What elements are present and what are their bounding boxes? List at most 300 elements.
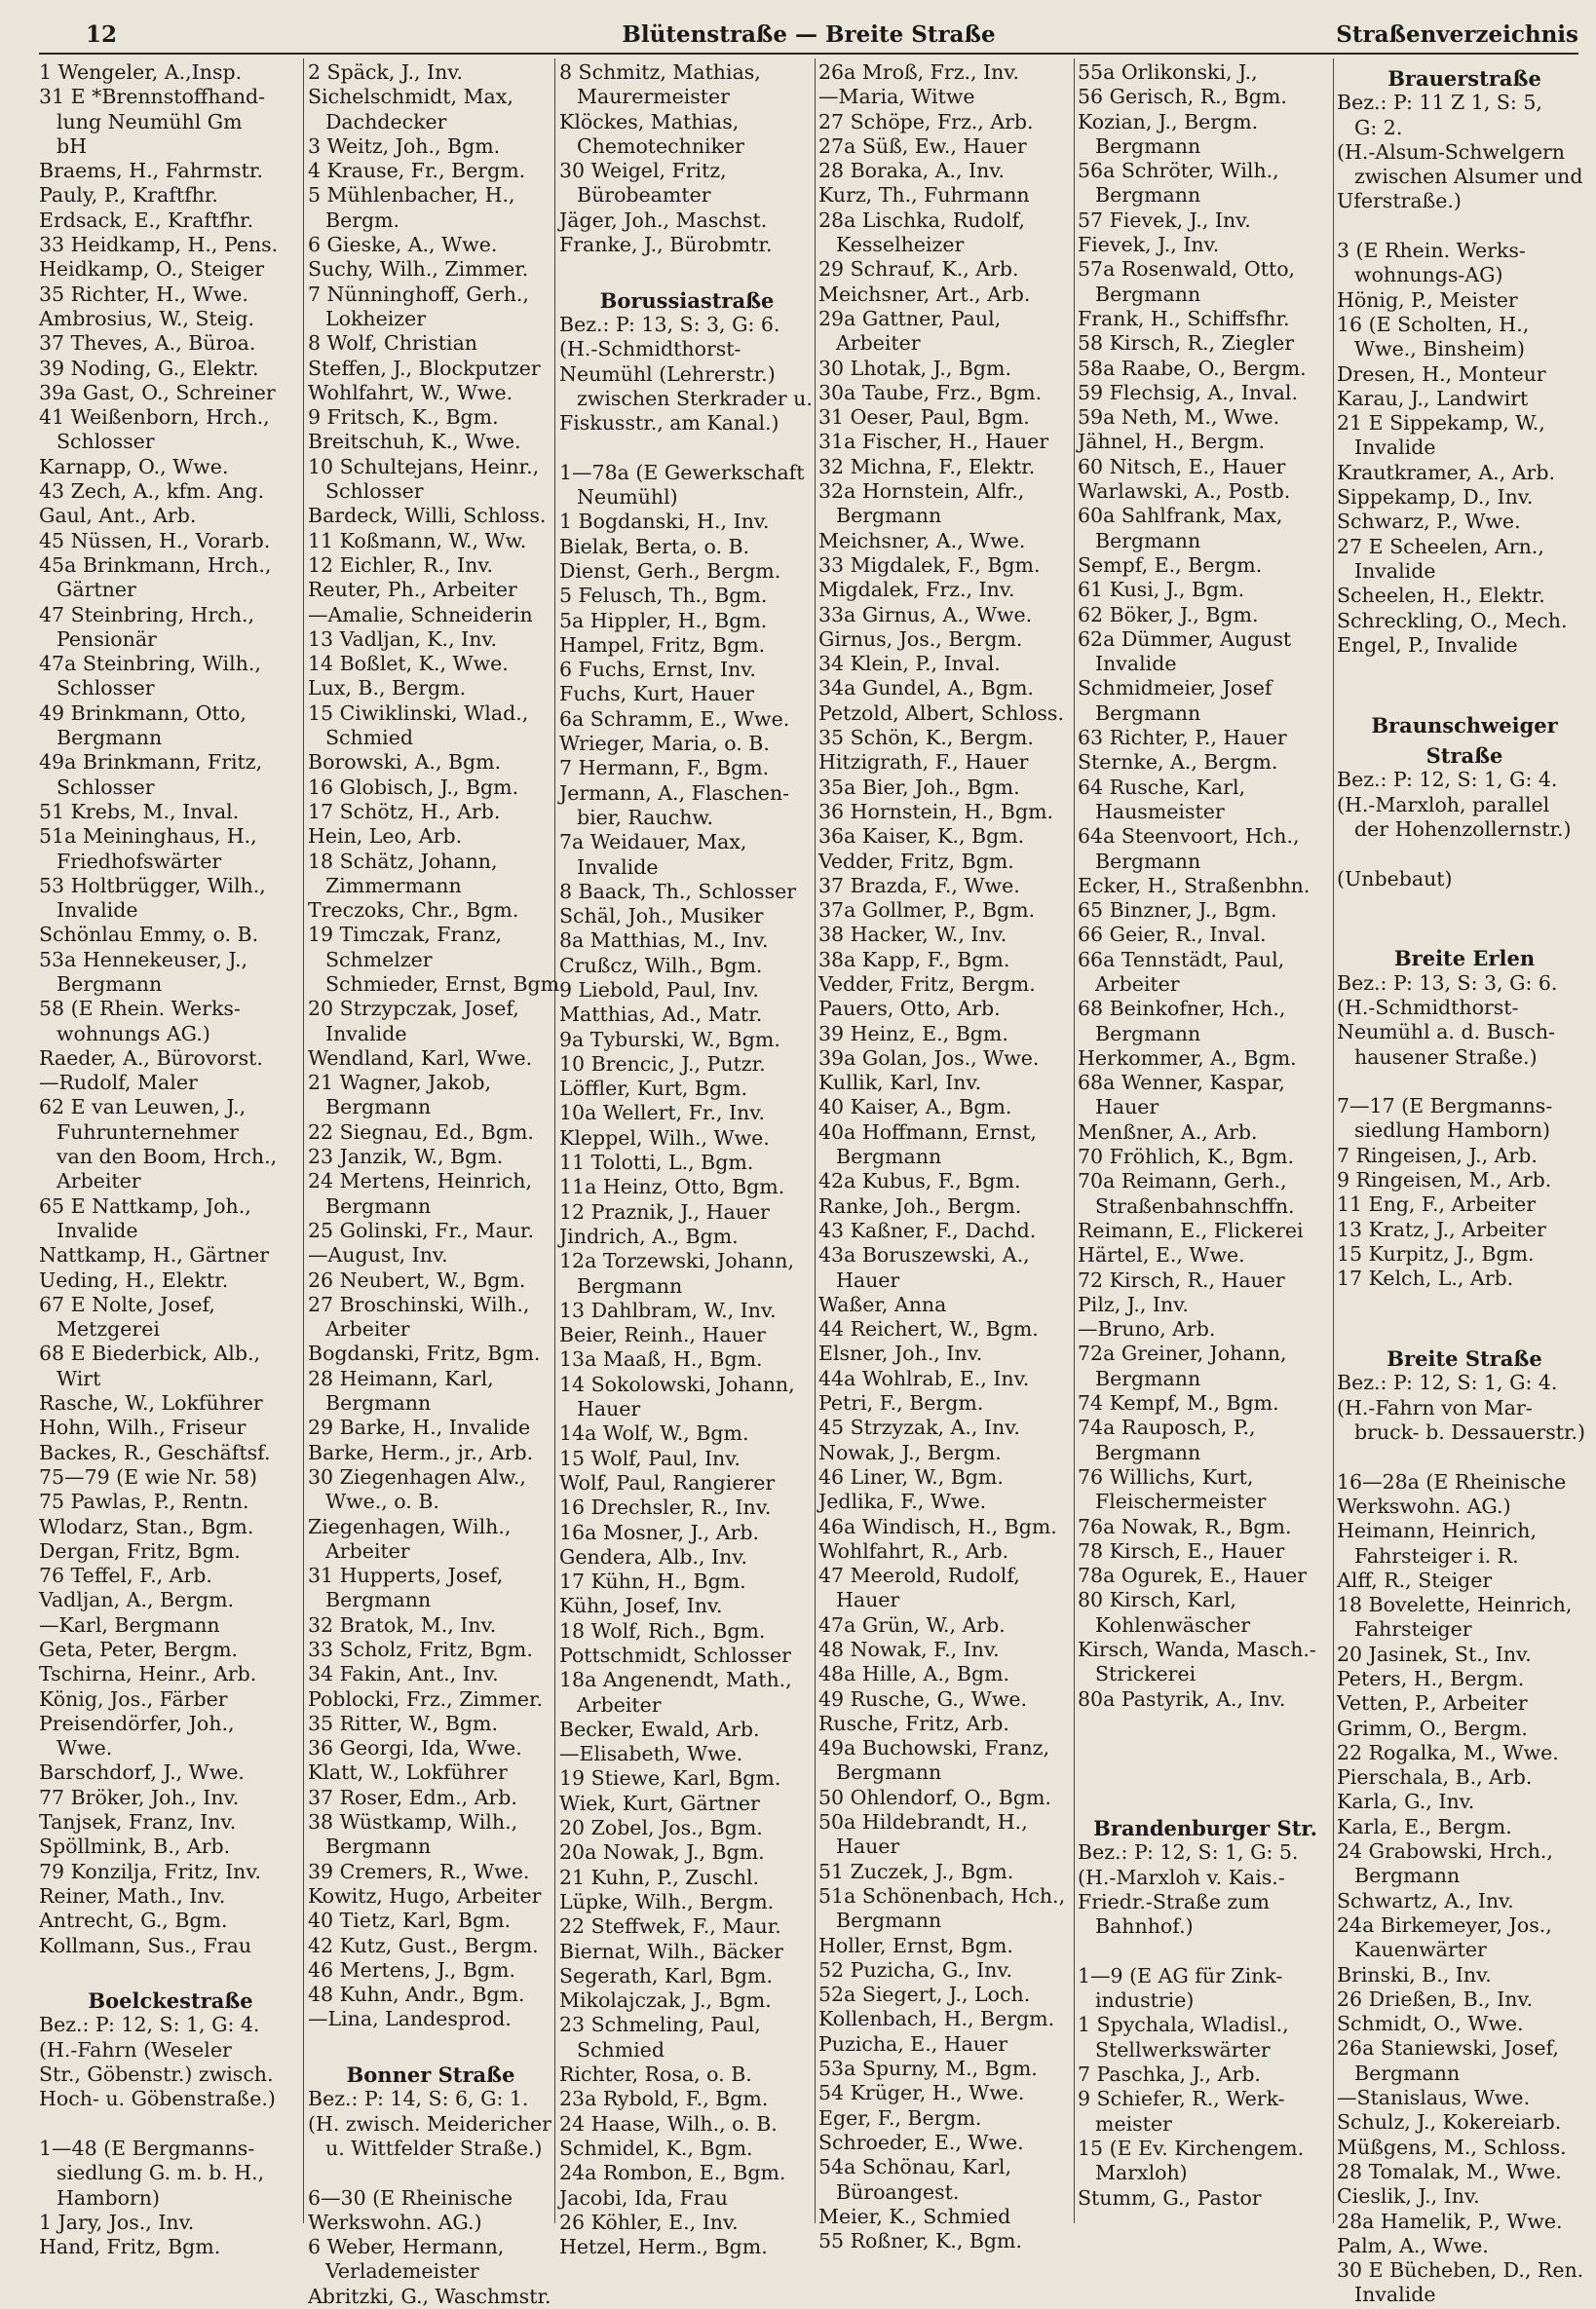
directory-entry: Braems, H., Fahrmstr. — [39, 159, 263, 183]
directory-entry: Schäl, Joh., Musiker — [559, 904, 764, 928]
directory-entry: 29a Gattner, Paul, — [818, 306, 1002, 330]
directory-entry: 36 Hornstein, H., Bgm. — [818, 799, 1054, 823]
street-heading: Bonner Straße — [346, 2063, 515, 2088]
directory-entry — [1337, 1316, 1592, 1341]
directory-entry: 75 Pawlas, P., Rentn. — [39, 1490, 249, 1514]
directory-entry: Hauer — [1095, 1095, 1159, 1119]
directory-entry: (H.-Fahrn von Mar- — [1337, 1395, 1533, 1419]
directory-entry: 37 Brazda, F., Wwe. — [818, 873, 1020, 897]
directory-entry: Kohlenwäscher — [1095, 1612, 1251, 1637]
directory-entry: Arbeiter — [577, 1692, 662, 1717]
directory-entry: 33 Scholz, Fritz, Bgm. — [308, 1638, 533, 1661]
directory-entry: Engel, P., Invalide — [1337, 632, 1518, 657]
directory-column-1 — [39, 60, 302, 2259]
directory-entry: Puzicha, E., Hauer — [818, 2031, 1008, 2056]
directory-entry: Bergmann — [57, 726, 163, 750]
directory-entry: Steffen, J., Blockputzer — [308, 356, 541, 380]
directory-entry: 1 Jary, Jos., Inv. — [39, 2210, 195, 2234]
directory-entry: Matthias, Ad., Matr. — [559, 1003, 763, 1027]
directory-entry: Hauer — [836, 1268, 900, 1292]
directory-entry: Schmied — [325, 726, 413, 750]
directory-entry: 3 (E Rhein. Werks- — [1337, 239, 1526, 263]
directory-entry: Bergmann — [325, 1193, 432, 1218]
directory-entry: 21 Kuhn, P., Zuschl. — [559, 1865, 760, 1889]
directory-entry: 66 Geier, R., Inval. — [1078, 923, 1267, 947]
directory-entry: 33 Heidkamp, H., Pens. — [39, 233, 279, 257]
directory-entry: Müßgens, M., Schloss. — [1337, 2135, 1567, 2159]
directory-entry: 12 Eichler, R., Inv. — [308, 552, 494, 577]
directory-entry: der Hohenzollernstr.) — [1354, 816, 1572, 841]
directory-entry: —Elisabeth, Wwe. — [559, 1742, 743, 1766]
directory-entry: Wrieger, Maria, o. B. — [559, 732, 770, 756]
directory-entry: 9 Ringeisen, M., Arb. — [1337, 1168, 1552, 1192]
directory-entry: Bergmann — [836, 504, 942, 528]
directory-entry: 72a Greiner, Johann, — [1078, 1342, 1287, 1366]
directory-entry: 77 Bröker, Joh., Inv. — [39, 1785, 240, 1809]
directory-entry: Holler, Ernst, Bgm. — [818, 1933, 1013, 1957]
directory-entry: Marxloh) — [1095, 2161, 1188, 2185]
street-heading: Breite Straße — [1387, 1346, 1542, 1372]
directory-entry: Hand, Fritz, Bgm. — [39, 2235, 221, 2259]
directory-entry: Arbeiter — [325, 1538, 410, 1563]
directory-entry: Kirsch, Wanda, Masch.- — [1078, 1638, 1316, 1661]
directory-entry: 27 Schöpe, Frz., Arb. — [818, 109, 1034, 133]
directory-entry: (H.-Schmidthorst- — [559, 337, 741, 361]
directory-entry: 44 Reichert, W., Bgm. — [818, 1317, 1039, 1342]
directory-entry: 13 Vadljan, K., Inv. — [308, 626, 498, 651]
street-heading: Brauerstraße — [1387, 66, 1541, 91]
directory-entry: Bergmann — [1095, 528, 1201, 552]
directory-entry: Schmidt, O., Wwe. — [1337, 2012, 1524, 2036]
directory-entry: 29 Barke, H., Invalide — [308, 1416, 531, 1440]
directory-entry: Verlademeister — [325, 2259, 479, 2284]
directory-entry: Hauer — [836, 1835, 900, 1859]
directory-entry: 10 Schultejans, Heinr., — [308, 454, 540, 478]
directory-entry: 17 Kelch, L., Arb. — [1337, 1267, 1514, 1291]
directory-entry: 17 Schötz, H., Arb. — [308, 799, 501, 823]
directory-entry: 16a Mosner, J., Arb. — [559, 1520, 760, 1544]
directory-entry: 34a Gundel, A., Bgm. — [818, 676, 1034, 700]
directory-entry: 26 Neubert, W., Bgm. — [308, 1268, 526, 1292]
directory-entry: Segerath, Karl, Bgm. — [559, 1963, 773, 1987]
directory-entry: 72 Kirsch, R., Hauer — [1078, 1268, 1285, 1292]
directory-entry: 5 Mühlenbacher, H., — [308, 183, 515, 208]
directory-entry: 9 Fritsch, K., Bgm. — [308, 405, 499, 430]
directory-entry: Tanjsek, Franz, Inv. — [39, 1810, 237, 1835]
directory-entry: Wolf, Paul, Rangierer — [559, 1470, 776, 1495]
directory-entry: Crußcz, Wilh., Bgm. — [559, 953, 763, 977]
directory-entry: Stellwerkswärter — [1095, 2037, 1271, 2062]
directory-entry: Geta, Peter, Bergm. — [39, 1638, 239, 1661]
directory-entry: 47 Meerold, Rudolf, — [818, 1564, 1020, 1588]
directory-entry: Jacobi, Ida, Frau — [559, 2185, 728, 2210]
directory-entry: Waßer, Anna — [818, 1292, 947, 1316]
directory-entry: (H.-Marxloh v. Kais.- — [1078, 1865, 1285, 1889]
directory-entry: 31 Oeser, Paul, Bgm. — [818, 405, 1030, 430]
directory-entry: Spöllmink, B., Arb. — [39, 1835, 231, 1859]
directory-entry: 62a Dümmer, August — [1078, 626, 1292, 651]
directory-entry: Arbeiter — [1095, 971, 1180, 996]
directory-entry: Nowak, J., Bergm. — [818, 1440, 1002, 1464]
directory-entry: Dresen, H., Monteur — [1337, 361, 1546, 386]
directory-entry: Löffler, Kurt, Bgm. — [559, 1077, 748, 1101]
directory-entry: 36a Kaiser, K., Bgm. — [818, 824, 1025, 849]
directory-entry: 21 E Sippekamp, W., — [1337, 411, 1545, 435]
directory-entry: Fleischermeister — [1095, 1490, 1267, 1514]
directory-entry: Abritzki, G., Waschmstr. — [308, 2284, 551, 2308]
directory-entry: 15 (E Ev. Kirchengem. — [1078, 2136, 1305, 2160]
directory-entry: —Stanislaus, Wwe. — [1337, 2086, 1531, 2110]
directory-entry: Migdalek, Frz., Inv. — [818, 578, 1015, 602]
directory-entry: (H.-Alsum-Schwelgern — [1337, 139, 1565, 164]
directory-entry: 76 Willichs, Kurt, — [1078, 1464, 1254, 1489]
directory-entry: Lux, B., Bergm. — [308, 676, 467, 700]
directory-entry: 80a Pastyrik, A., Inv. — [1078, 1686, 1286, 1711]
directory-entry: Schwarz, P., Wwe. — [1337, 510, 1521, 534]
directory-entry: Pilz, J., Inv. — [1078, 1292, 1189, 1316]
directory-entry: 20a Nowak, J., Bgm. — [559, 1840, 765, 1865]
directory-entry — [1337, 682, 1592, 706]
directory-entry: 39 Noding, G., Elektr. — [39, 356, 259, 380]
directory-column-3 — [559, 60, 815, 2259]
directory-entry: 23 Janzik, W., Bgm. — [308, 1145, 504, 1169]
directory-entry: 23 Schmeling, Paul, — [559, 2013, 761, 2037]
directory-entry: 12 Praznik, J., Hauer — [559, 1199, 770, 1224]
directory-entry: 51 Krebs, M., Inval. — [39, 799, 240, 823]
directory-entry: 39 Heinz, E., Bgm. — [818, 1021, 1008, 1045]
directory-entry: 52a Siegert, J., Loch. — [818, 1983, 1031, 2007]
directory-entry: 66a Tennstädt, Paul, — [1078, 947, 1285, 971]
directory-entry: 45 Strzyzak, A., Inv. — [818, 1416, 1020, 1440]
directory-entry: Str., Göbenstr.) zwisch. — [39, 2063, 274, 2087]
directory-entry: Jähnel, H., Bergm. — [1078, 430, 1266, 454]
directory-entry: 41 Weißenborn, Hrch., — [39, 405, 270, 430]
directory-entry: 31 Hupperts, Josef, — [308, 1564, 504, 1588]
directory-entry: Bergmann — [1095, 183, 1201, 208]
street-heading: Borussiastraße — [599, 287, 775, 313]
directory-entry: Sternke, A., Bergm. — [1078, 750, 1278, 775]
directory-column-4 — [818, 60, 1074, 2253]
directory-entry: Neumühl a. d. Busch- — [1337, 1020, 1555, 1044]
directory-entry: 58 Kirsch, R., Ziegler — [1078, 331, 1295, 356]
directory-entry: Sempf, E., Bergm. — [1078, 552, 1263, 577]
directory-entry: 9 Schiefer, R., Werk- — [1078, 2087, 1285, 2111]
directory-entry: Bergmann — [1095, 1021, 1201, 1045]
directory-entry: van den Boom, Hrch., — [57, 1145, 278, 1169]
directory-entry: Bergmann — [1095, 700, 1201, 725]
directory-entry: 22 Steffwek, F., Maur. — [559, 1914, 781, 1939]
directory-entry: 48a Hille, A., Bgm. — [818, 1662, 1010, 1686]
directory-entry: 18 Wolf, Rich., Bgm. — [559, 1618, 766, 1643]
directory-entry: 27 Broschinski, Wilh., — [308, 1292, 530, 1316]
directory-entry: 6 Fuchs, Ernst, Inv. — [559, 658, 756, 682]
directory-entry: 36 Georgi, Ida, Wwe. — [308, 1736, 522, 1760]
directory-entry: Invalide — [1095, 652, 1177, 676]
directory-entry: siedlung Hamborn) — [1354, 1118, 1550, 1143]
directory-entry: Bez.: P: 13, S: 3, G: 6. — [559, 312, 780, 336]
directory-entry: Biernat, Wilh., Bäcker — [559, 1939, 783, 1963]
directory-entry: 11 Tolotti, L., Bgm. — [559, 1151, 754, 1175]
directory-entry: 37 Roser, Edm., Arb. — [308, 1785, 517, 1809]
directory-entry: 13 Kratz, J., Arbeiter — [1337, 1217, 1546, 1241]
directory-entry: 1—48 (E Bergmanns- — [39, 2136, 255, 2160]
directory-entry: zwischen Sterkrader u. — [577, 386, 813, 410]
directory-entry: Härtel, E., Wwe. — [1078, 1243, 1245, 1268]
directory-entry: 3 Weitz, Joh., Bgm. — [308, 133, 501, 158]
directory-entry: Brinski, B., Inv. — [1337, 1962, 1492, 1987]
directory-entry: Pensionär — [57, 626, 157, 651]
directory-entry: 68a Wenner, Kaspar, — [1078, 1071, 1285, 1095]
directory-entry: Preisendörfer, Joh., — [39, 1711, 235, 1735]
directory-entry: 48 Kuhn, Andr., Bgm. — [308, 1983, 525, 2007]
directory-entry: 68 E Biederbick, Alb., — [39, 1342, 261, 1366]
directory-entry: Elsner, Joh., Inv. — [818, 1342, 983, 1366]
directory-entry: 57a Rosenwald, Otto, — [1078, 257, 1296, 282]
directory-entry: —August, Inv. — [308, 1243, 448, 1268]
directory-entry: Invalide — [57, 898, 138, 923]
column-divider — [1333, 58, 1334, 2223]
directory-entry — [1337, 891, 1592, 916]
street-heading: Boelckestraße — [88, 1988, 253, 2014]
directory-entry: Bez.: P: 11 Z 1, S: 5, — [1337, 91, 1542, 115]
directory-column-2 — [308, 60, 566, 2308]
directory-entry: 8 Baack, Th., Schlosser — [559, 879, 797, 903]
directory-entry: Arbeiter — [325, 1317, 410, 1342]
directory-entry: Klatt, W., Lokführer — [308, 1760, 508, 1785]
directory-entry: Hoch- u. Göbenstraße.) — [39, 2087, 276, 2111]
directory-entry: 2 Späck, J., Inv. — [308, 60, 464, 84]
directory-entry: Bergmann — [325, 1391, 432, 1416]
directory-entry: Barschdorf, J., Wwe. — [39, 1760, 245, 1785]
directory-entry: Schmidmeier, Josef — [1078, 676, 1273, 700]
directory-entry: Schwartz, A., Inv. — [1337, 1888, 1514, 1912]
page-number: 12 — [86, 21, 118, 48]
directory-entry: Bergmann — [1354, 1864, 1461, 1888]
directory-entry: zwischen Alsumer und — [1354, 165, 1583, 189]
directory-entry — [1337, 658, 1592, 682]
directory-entry: —Amalie, Schneiderin — [308, 602, 533, 626]
street-heading: Straße — [1425, 743, 1503, 769]
directory-entry: 70 Fröhlich, K., Bgm. — [1078, 1145, 1295, 1169]
directory-entry: —Karl, Bergmann — [39, 1612, 220, 1637]
directory-entry: 64 Rusche, Karl, — [1078, 775, 1246, 799]
directory-entry — [559, 257, 815, 282]
directory-entry: Hohn, Wilh., Friseur — [39, 1416, 247, 1440]
directory-entry: Invalide — [325, 1021, 407, 1045]
directory-entry: Arbeiter — [57, 1169, 141, 1193]
directory-entry: Vetten, P., Arbeiter — [1337, 1691, 1528, 1716]
directory-entry: Bergmann — [325, 1835, 432, 1859]
directory-entry: 1 Wengeler, A.,Insp. — [39, 60, 243, 84]
directory-entry: 45a Brinkmann, Hrch., — [39, 552, 272, 577]
directory-entry: Wendland, Karl, Wwe. — [308, 1045, 533, 1070]
directory-entry: —Bruno, Arb. — [1078, 1317, 1216, 1342]
directory-entry: Invalide — [57, 1218, 138, 1242]
directory-entry: 28 Boraka, A., Inv. — [818, 159, 1006, 183]
directory-entry: Alff, R., Steiger — [1337, 1568, 1493, 1592]
directory-entry: Bergm. — [325, 208, 400, 232]
directory-entry: Pottschmidt, Schlosser — [559, 1644, 791, 1667]
directory-entry: 9 Liebold, Paul, Inv. — [559, 977, 759, 1002]
directory-entry: Schmied — [577, 2037, 665, 2062]
directory-entry: 43 Zech, A., kfm. Ang. — [39, 479, 265, 504]
directory-entry: Gendera, Alb., Inv. — [559, 1544, 748, 1569]
directory-entry: 22 Rogalka, M., Wwe. — [1337, 1740, 1559, 1764]
directory-entry: 49 Brinkmann, Otto, — [39, 700, 247, 725]
directory-entry: Bergmann — [1095, 1366, 1201, 1390]
directory-entry: Rusche, Fritz, Arb. — [818, 1711, 1009, 1735]
directory-entry: Neumühl) — [577, 485, 678, 510]
directory-entry: 32 Bratok, M., Inv. — [308, 1612, 497, 1637]
directory-entry: Sippekamp, D., Inv. — [1337, 485, 1534, 510]
directory-entry: Backes, R., Geschäftsf. — [39, 1440, 271, 1464]
street-range-title: Blütenstraße — Breite Straße — [622, 21, 996, 48]
directory-entry: 65 E Nattkamp, Joh., — [39, 1193, 251, 1218]
directory-entry: Dergan, Fritz, Bgm. — [39, 1538, 241, 1563]
directory-entry: Kowitz, Hugo, Arbeiter — [308, 1883, 542, 1908]
directory-entry: Frank, H., Schiffsfhr. — [1078, 306, 1290, 330]
directory-entry: 60a Sahlfrank, Max, — [1078, 504, 1283, 528]
directory-entry: 28 Tomalak, M., Wwe. — [1337, 2159, 1562, 2183]
directory-entry: Treczoks, Chr., Bgm. — [308, 898, 519, 923]
directory-entry — [1337, 1070, 1592, 1094]
directory-entry: Arbeiter — [836, 331, 921, 356]
directory-entry: Wwe. — [57, 1736, 113, 1760]
directory-entry: 1—78a (E Gewerkschaft — [559, 460, 805, 484]
directory-entry: 24a Rombon, E., Bgm. — [559, 2161, 786, 2185]
directory-entry — [1337, 1292, 1592, 1316]
directory-entry: Schulz, J., Kokereiarb. — [1337, 2110, 1562, 2135]
directory-entry: 57 Fievek, J., Inv. — [1078, 208, 1251, 232]
directory-entry: König, Jos., Färber — [39, 1686, 228, 1711]
directory-entry: Gaul, Ant., Arb. — [39, 504, 197, 528]
directory-entry — [1337, 1445, 1592, 1469]
directory-entry: bier, Rauchw. — [577, 805, 714, 829]
directory-entry: 53a Hennekeuser, J., — [39, 947, 248, 971]
directory-entry: hausener Straße.) — [1354, 1044, 1538, 1069]
directory-entry: 5a Hippler, H., Bgm. — [559, 608, 768, 632]
directory-entry: 20 Jasinek, St., Inv. — [1337, 1642, 1532, 1666]
directory-entry: Wwe., o. B. — [325, 1490, 439, 1514]
directory-entry: Wwe., Binsheim) — [1354, 337, 1525, 361]
directory-entry: Warlawski, A., Postb. — [1078, 479, 1291, 504]
directory-entry: Pierschala, B., Arb. — [1337, 1765, 1533, 1790]
directory-entry: Invalide — [1354, 2283, 1436, 2307]
directory-entry: 74 Kempf, M., Bgm. — [1078, 1391, 1279, 1416]
directory-entry: Richter, Rosa, o. B. — [559, 2063, 752, 2087]
directory-entry: 39 Cremers, R., Wwe. — [308, 1859, 530, 1883]
directory-entry: Wohlfahrt, W., Wwe. — [308, 380, 513, 404]
directory-entry: 15 Wolf, Paul, Inv. — [559, 1446, 741, 1470]
directory-entry: 26a Mroß, Frz., Inv. — [818, 60, 1020, 84]
directory-entry: Bahnhof.) — [1095, 1914, 1194, 1939]
directory-entry: 24 Mertens, Heinrich, — [308, 1169, 532, 1193]
directory-column-5 — [1078, 60, 1333, 2223]
directory-entry — [1337, 916, 1592, 940]
directory-entry: 18 Bovelette, Heinrich, — [1337, 1593, 1573, 1617]
directory-entry — [1337, 214, 1592, 239]
directory-entry: 40a Hoffmann, Ernst, — [818, 1119, 1037, 1144]
directory-entry: 51a Schönenbach, Hch., — [818, 1883, 1066, 1908]
directory-entry: 6 Weber, Hermann, — [308, 2235, 505, 2259]
directory-entry: 14 Sokolowski, Johann, — [559, 1372, 795, 1396]
directory-entry: 29 Schrauf, K., Arb. — [818, 257, 1019, 282]
directory-entry: 38a Kapp, F., Bgm. — [818, 947, 1010, 971]
directory-entry: Wirt — [57, 1366, 101, 1390]
directory-entry: 28 Heimann, Karl, — [308, 1366, 494, 1390]
directory-entry: 1 Bogdanski, H., Inv. — [559, 510, 770, 534]
directory-entry: Heimann, Heinrich, — [1337, 1519, 1537, 1543]
directory-entry: lung Neumühl Gm — [57, 109, 243, 133]
directory-entry: Klöckes, Mathias, — [559, 109, 740, 133]
column-divider — [303, 58, 304, 2223]
directory-entry: Meichsner, Art., Arb. — [818, 282, 1031, 306]
directory-entry: Hetzel, Herm., Bgm. — [559, 2235, 768, 2259]
directory-entry: 1 Spychala, Wladisl., — [1078, 2013, 1289, 2037]
directory-entry: 11a Heinz, Otto, Bgm. — [559, 1175, 785, 1199]
directory-entry: Schlosser — [325, 479, 424, 504]
directory-entry: Jäger, Joh., Maschst. — [559, 208, 768, 232]
directory-entry: Bergmann — [577, 1273, 683, 1298]
directory-entry: Scheelen, H., Elektr. — [1337, 584, 1545, 608]
directory-entry: Hauer — [836, 1588, 900, 1612]
directory-entry: Vadljan, A., Bergm. — [39, 1588, 235, 1612]
directory-entry: Wlodarz, Stan., Bgm. — [39, 1514, 254, 1538]
directory-entry: Bardeck, Willi, Schloss. — [308, 504, 547, 528]
directory-entry: 35 Schön, K., Bergm. — [818, 726, 1034, 750]
directory-entry — [1078, 1736, 1333, 1760]
directory-entry: Hampel, Fritz, Bgm. — [559, 632, 766, 657]
directory-entry: 63 Richter, P., Hauer — [1078, 726, 1287, 750]
directory-entry: 7 Hermann, F., Bgm. — [559, 756, 770, 780]
directory-entry: 30 Ziegenhagen Alw., — [308, 1464, 526, 1489]
directory-entry — [1078, 1760, 1333, 1785]
directory-entry: Ziegenhagen, Wilh., — [308, 1514, 512, 1538]
directory-entry: 12a Torzewski, Johann, — [559, 1249, 794, 1273]
directory-entry: 28a Lischka, Rudolf, — [818, 208, 1025, 232]
directory-entry: 30 E Bücheben, D., Ren. — [1337, 2258, 1584, 2283]
directory-entry: Herkommer, A., Bgm. — [1078, 1045, 1297, 1070]
directory-entry: 27 E Scheelen, Arn., — [1337, 534, 1544, 558]
directory-entry: Bez.: P: 12, S: 1, G: 4. — [39, 2013, 260, 2037]
directory-entry: meister — [1095, 2111, 1172, 2136]
directory-entry: 78 Kirsch, E., Hauer — [1078, 1538, 1285, 1563]
directory-entry: —Rudolf, Maler — [39, 1071, 198, 1095]
directory-entry: 56a Schröter, Wilh., — [1078, 159, 1279, 183]
directory-entry: Rasche, W., Lokführer — [39, 1391, 263, 1416]
directory-entry: Bez.: P: 14, S: 6, G: 1. — [308, 2087, 529, 2111]
directory-entry: Bürobeamter — [577, 183, 711, 208]
directory-entry: Kollenbach, H., Bergm. — [818, 2007, 1055, 2031]
directory-entry: 51 Zuczek, J., Bgm. — [818, 1859, 1014, 1883]
directory-entry: Werkswohn. AG.) — [308, 2210, 482, 2234]
directory-entry: Petzold, Albert, Schloss. — [818, 700, 1064, 725]
directory-entry: 7 Paschka, J., Arb. — [1078, 2063, 1261, 2087]
directory-entry: Bergmann — [1095, 282, 1201, 306]
directory-entry: Raeder, A., Bürovorst. — [39, 1045, 263, 1070]
directory-entry: 16—28a (E Rheinische — [1337, 1469, 1567, 1494]
directory-entry: Bez.: P: 12, S: 1, G: 4. — [1337, 1371, 1558, 1395]
directory-entry: 54a Schönau, Karl, — [818, 2155, 1011, 2179]
directory-entry: 14a Wolf, W., Bgm. — [559, 1421, 749, 1446]
directory-entry: wohnungs AG.) — [57, 1021, 210, 1045]
directory-entry: 67 E Nolte, Josef, — [39, 1292, 215, 1316]
directory-entry: Reiner, Math., Inv. — [39, 1883, 226, 1908]
directory-entry: Bielak, Berta, o. B. — [559, 534, 750, 558]
directory-entry: Barke, Herm., jr., Arb. — [308, 1440, 534, 1464]
directory-entry: 15 Kurpitz, J., Bgm. — [1337, 1241, 1535, 1266]
directory-entry: 37a Gollmer, P., Bgm. — [818, 898, 1036, 923]
